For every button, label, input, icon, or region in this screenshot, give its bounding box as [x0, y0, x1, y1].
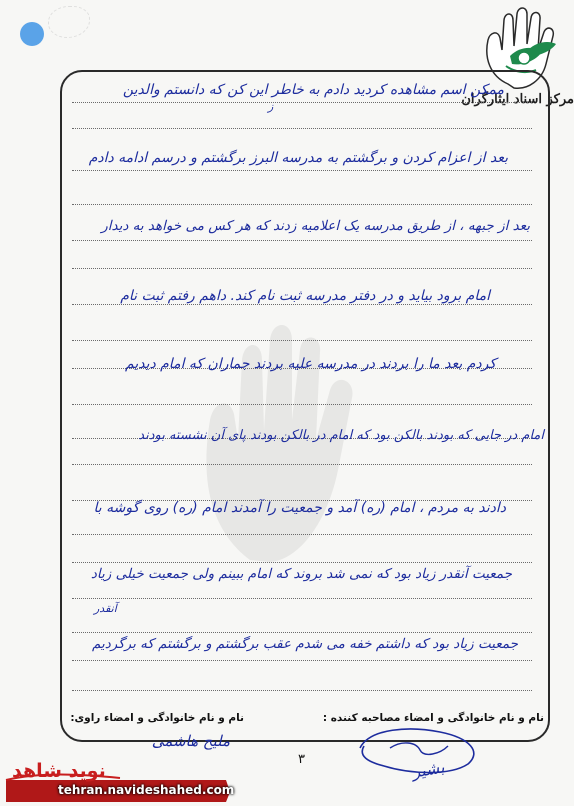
ruled-line [72, 304, 532, 305]
ruled-line [72, 690, 532, 691]
ruled-line [72, 240, 532, 241]
site-url: tehran.navideshahed.com [58, 783, 235, 797]
ruled-line [72, 464, 532, 465]
ruled-line [72, 268, 532, 269]
narrator-signature-label: نام و نام خانوادگی و امضاء راوی: [70, 712, 244, 724]
handwritten-line: ممکن اسم مشاهده کردید دادم به خاطر این کن که دانستم والدین [122, 82, 504, 98]
margin-insertion: آنقدر [94, 602, 117, 615]
handwritten-line: امام در جایی که بودند بالکن بود که امام در بالکن بودند پای آن نشسته بودند [138, 428, 544, 443]
ruled-line [72, 128, 532, 129]
ruled-line [72, 660, 532, 661]
ruled-line [72, 340, 532, 341]
faint-pencil-mark [48, 6, 90, 38]
site-brand-name: نوید شاهد [12, 760, 106, 782]
ruled-line [72, 562, 532, 563]
margin-mark: ز [268, 100, 274, 113]
interviewer-signature-label: نام و نام خانوادگی و امضاء مصاحبه کننده : [322, 712, 544, 724]
ruled-line [72, 204, 532, 205]
interviewer-signature: بشیر [410, 757, 446, 782]
handwritten-line: بعد از اعزام کردن و برگشتم به مدرسه البرز برگشتم و درسم ادامه دادم [88, 150, 508, 166]
blue-dot-mark [20, 22, 44, 46]
ruled-line [72, 404, 532, 405]
handwritten-line: جمعیت زیاد بود که داشتم خفه می شدم عقب برگشتم و برگشتم که برگردیم [91, 636, 518, 652]
ruled-line [72, 534, 532, 535]
narrator-signature: ملیح هاشمی [151, 732, 230, 750]
handwritten-line: بعد از جبهه ، از طریق مدرسه یک اعلامیه زدند که هر کس می خواهد به دیدار [101, 218, 530, 234]
ruled-line [72, 170, 532, 171]
ruled-line [72, 632, 532, 633]
handwritten-line: کردم بعد ما را بردند در مدرسه علیه بردند جماران که امام دیدیم [125, 356, 496, 372]
organization-logo-text: مرکز اسناد ایثارگران [461, 92, 574, 107]
handwritten-line: جمعیت آنقدر زیاد بود که نمی شد بروند که امام ببینم ولی جمعیت خیلی زیاد [90, 566, 512, 582]
handwritten-line: امام برود بیاید و در دفتر مدرسه ثبت نام کند. داهم رفتم ثبت نام [120, 288, 490, 304]
page-number: ۳ [298, 752, 305, 767]
ruled-line [72, 598, 532, 599]
handwritten-line: دادند به مردم ، امام (ره) آمد و جمعیت را آمدند امام (ره) روی گوشه با [93, 500, 506, 516]
ruled-line [72, 102, 532, 103]
